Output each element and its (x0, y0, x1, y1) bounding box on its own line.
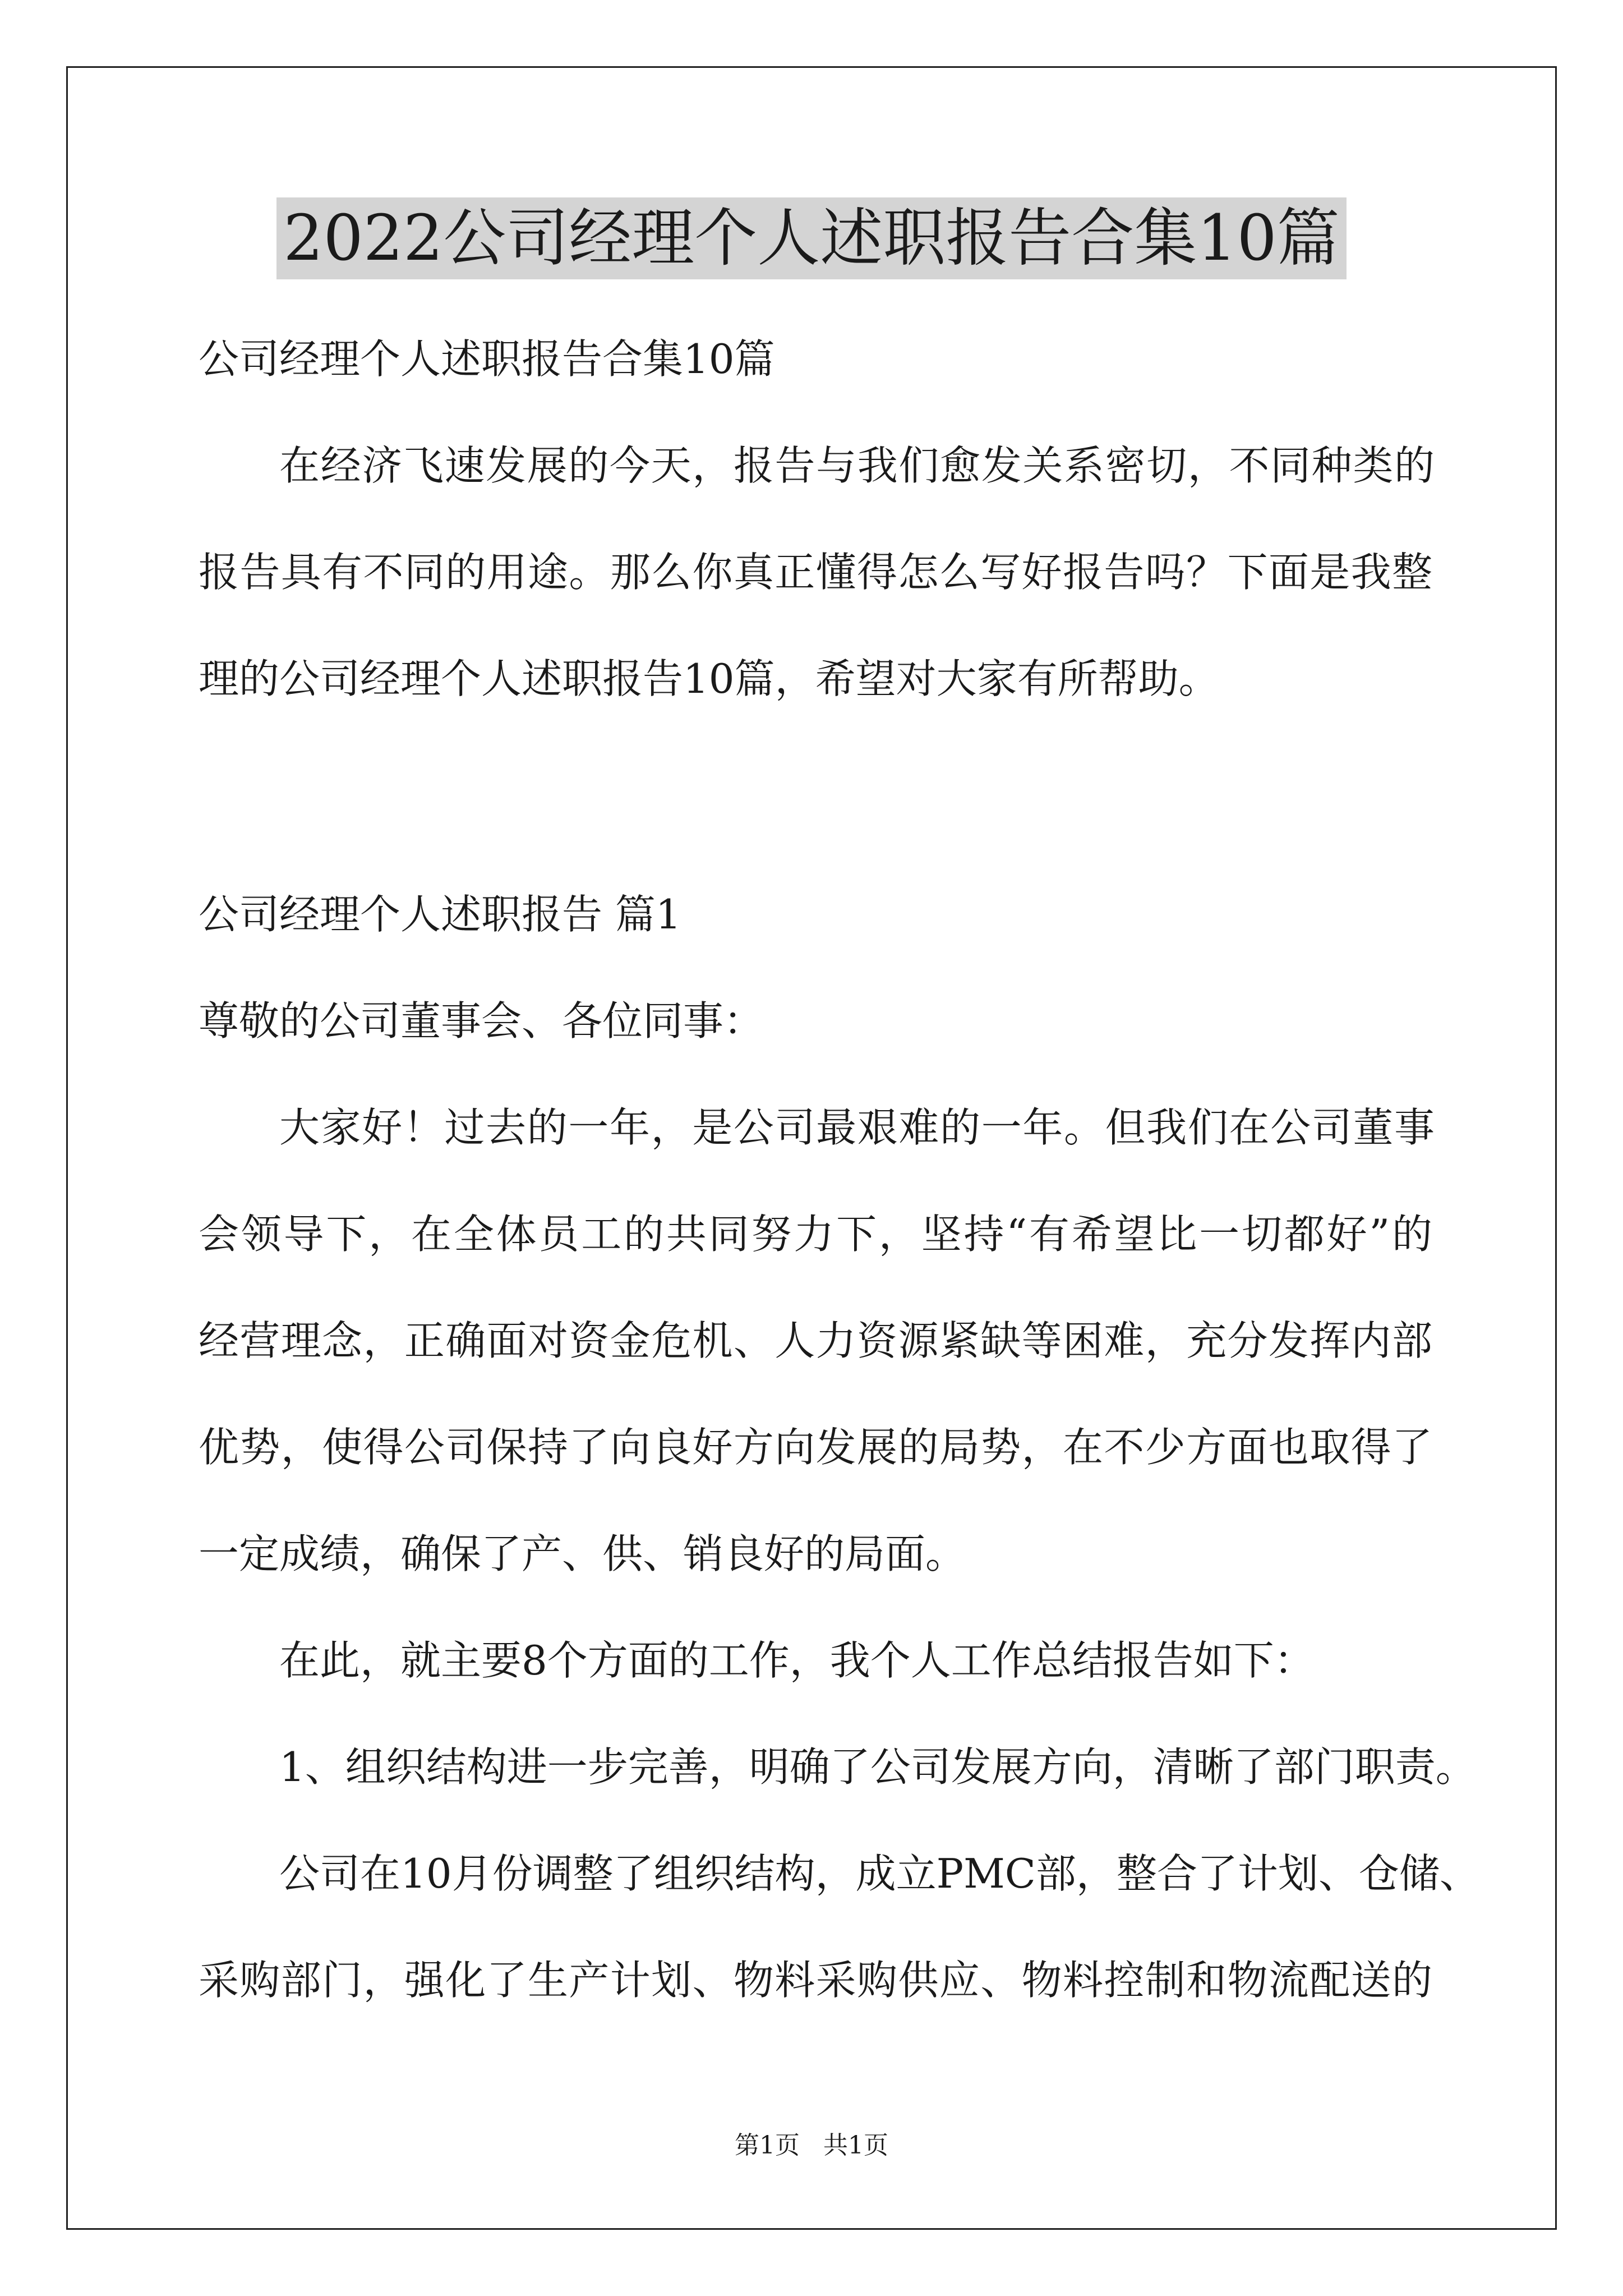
paragraph-line: 在此，就主要8个方面的工作，我个人工作总结报告如下： (279, 1637, 1315, 1684)
salutation-line: 尊敬的公司董事会、各位同事： (199, 997, 764, 1045)
document-title (0, 196, 1623, 280)
subtitle-line: 公司经理个人述职报告合集10篇 (199, 335, 775, 383)
paragraph-line: 理的公司经理个人述职报告10篇，希望对大家有所帮助。 (199, 655, 1219, 702)
paragraph-line: 优势，使得公司保持了向良好方向发展的局势，在不少方面也取得了 (199, 1424, 1432, 1471)
paragraph-line: 经营理念，正确面对资金危机、人力资源紧缺等困难，充分发挥内部 (199, 1317, 1432, 1364)
paragraph-line: 在经济飞速发展的今天，报告与我们愈发关系密切，不同种类的 (279, 442, 1435, 489)
paragraph-line: 报告具有不同的用途。那么你真正懂得怎么写好报告吗？下面是我整 (199, 549, 1432, 596)
paragraph-line: 采购部门，强化了生产计划、物料采购供应、物料控制和物流配送的 (199, 1957, 1432, 2004)
page-number-current: 第1页 (735, 2131, 800, 2160)
page-number-total: 共1页 (823, 2131, 888, 2160)
paragraph-line: 一定成绩，确保了产、供、销良好的局面。 (199, 1530, 966, 1577)
section-heading: 公司经理个人述职报告 篇1 (199, 891, 681, 938)
paragraph-line: 公司在10月份调整了组织结构，成立PMC部，整合了计划、仓储、 (279, 1850, 1480, 1897)
paragraph-line: 会领导下，在全体员工的共同努力下，坚持“有希望比一切都好”的 (199, 1211, 1432, 1258)
page-footer (0, 2126, 1623, 2165)
document-title-text: 2022公司经理个人述职报告合集10篇 (276, 197, 1347, 279)
list-item-heading: 1、组织结构进一步完善，明确了公司发展方向，清晰了部门职责。 (279, 1743, 1476, 1791)
paragraph-line: 大家好！过去的一年，是公司最艰难的一年。但我们在公司董事 (279, 1104, 1435, 1151)
